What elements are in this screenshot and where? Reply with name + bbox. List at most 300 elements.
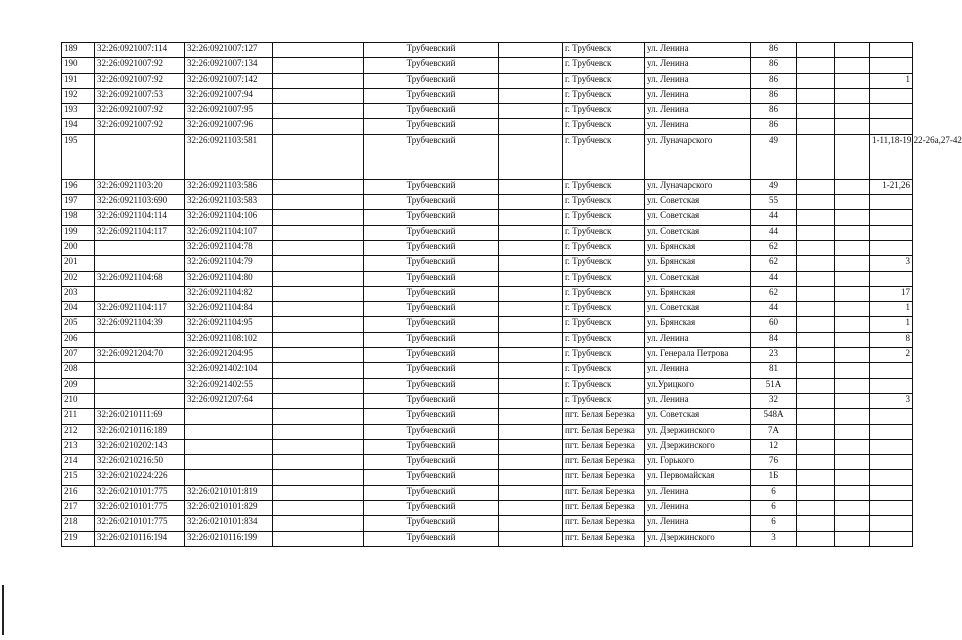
- house-cell: 1Б: [751, 470, 797, 485]
- cell-col4: [273, 424, 364, 439]
- street-cell: ул. Ленина: [645, 332, 751, 347]
- table-row: [62, 424, 913, 439]
- cell-col4: [273, 531, 364, 546]
- cadastral-number-land: 32:26:0921104:114: [95, 210, 185, 225]
- cell-col11: [835, 317, 870, 332]
- cadastral-number-object: 32:26:0921207:64: [185, 393, 273, 408]
- cell-col10: [797, 271, 835, 286]
- settlement-cell: пгт. Белая Березка: [563, 485, 645, 500]
- cell-col6: [499, 271, 563, 286]
- street-cell: ул.Урицкого: [645, 378, 751, 393]
- cell-col10: [797, 88, 835, 103]
- apartment-cell: [870, 455, 913, 470]
- cadastral-number-object: 32:26:0921402:104: [185, 363, 273, 378]
- table-row: [62, 134, 913, 179]
- house-cell: 49: [751, 179, 797, 194]
- cadastral-number-land: 32:26:0921007:92: [95, 58, 185, 73]
- cadastral-number-object: [185, 409, 273, 424]
- cell-col4: [273, 225, 364, 240]
- cell-col4: [273, 195, 364, 210]
- cell-col10: [797, 58, 835, 73]
- table-row: [62, 210, 913, 225]
- cadastral-number-land: 32:26:0921104:39: [95, 317, 185, 332]
- district-cell: Трубчевский: [364, 271, 499, 286]
- table-row: [62, 43, 913, 58]
- apartment-cell: [870, 58, 913, 73]
- district-cell: Трубчевский: [364, 455, 499, 470]
- cell-col6: [499, 332, 563, 347]
- row-number: 214: [62, 455, 95, 470]
- cadastral-number-object: 32:26:0921104:107: [185, 225, 273, 240]
- cell-col10: [797, 73, 835, 88]
- cell-col10: [797, 439, 835, 454]
- district-cell: Трубчевский: [364, 393, 499, 408]
- row-number: 206: [62, 332, 95, 347]
- cell-col10: [797, 210, 835, 225]
- settlement-cell: г. Трубчевск: [563, 73, 645, 88]
- table-row: [62, 119, 913, 134]
- cell-col4: [273, 363, 364, 378]
- cadastral-number-object: 32:26:0921103:586: [185, 179, 273, 194]
- cell-col6: [499, 58, 563, 73]
- street-cell: ул. Ленина: [645, 88, 751, 103]
- cell-col6: [499, 225, 563, 240]
- cell-col11: [835, 378, 870, 393]
- settlement-cell: г. Трубчевск: [563, 179, 645, 194]
- cell-col11: [835, 485, 870, 500]
- cell-col4: [273, 501, 364, 516]
- table-row: [62, 332, 913, 347]
- house-cell: 62: [751, 286, 797, 301]
- settlement-cell: г. Трубчевск: [563, 332, 645, 347]
- cadastral-number-object: 32:26:0921007:134: [185, 58, 273, 73]
- cadastral-number-object: [185, 424, 273, 439]
- cell-col11: [835, 240, 870, 255]
- cadastral-number-land: 32:26:0210101:775: [95, 485, 185, 500]
- district-cell: Трубчевский: [364, 348, 499, 363]
- house-cell: 44: [751, 302, 797, 317]
- cadastral-number-land: 32:26:0210216:50: [95, 455, 185, 470]
- row-number: 216: [62, 485, 95, 500]
- cell-col10: [797, 378, 835, 393]
- district-cell: Трубчевский: [364, 43, 499, 58]
- cell-col6: [499, 348, 563, 363]
- cadastral-number-object: 32:26:0921007:142: [185, 73, 273, 88]
- apartment-cell: [870, 104, 913, 119]
- table-row: [62, 73, 913, 88]
- cadastral-number-object: 32:26:0210101:829: [185, 501, 273, 516]
- district-cell: Трубчевский: [364, 240, 499, 255]
- cell-col4: [273, 317, 364, 332]
- table-row: [62, 485, 913, 500]
- row-number: 209: [62, 378, 95, 393]
- settlement-cell: г. Трубчевск: [563, 378, 645, 393]
- cadastral-number-land: 32:26:0921104:117: [95, 225, 185, 240]
- apartment-cell: [870, 470, 913, 485]
- street-cell: ул. Советская: [645, 210, 751, 225]
- row-number: 208: [62, 363, 95, 378]
- row-number: 190: [62, 58, 95, 73]
- apartment-cell: 1: [870, 317, 913, 332]
- cell-col6: [499, 455, 563, 470]
- table-row: [62, 240, 913, 255]
- district-cell: Трубчевский: [364, 195, 499, 210]
- street-cell: ул. Ленина: [645, 43, 751, 58]
- settlement-cell: г. Трубчевск: [563, 58, 645, 73]
- cadastral-number-land: 32:26:0921007:114: [95, 43, 185, 58]
- cell-col6: [499, 439, 563, 454]
- cell-col6: [499, 485, 563, 500]
- cell-col4: [273, 516, 364, 531]
- apartment-cell: 1: [870, 73, 913, 88]
- cell-col4: [273, 104, 364, 119]
- apartment-cell: [870, 485, 913, 500]
- district-cell: Трубчевский: [364, 134, 499, 179]
- row-number: 210: [62, 393, 95, 408]
- cell-col6: [499, 195, 563, 210]
- cell-col4: [273, 43, 364, 58]
- cadastral-number-object: 32:26:0921007:94: [185, 88, 273, 103]
- cell-col6: [499, 516, 563, 531]
- cell-col11: [835, 73, 870, 88]
- street-cell: ул. Ленина: [645, 73, 751, 88]
- district-cell: Трубчевский: [364, 363, 499, 378]
- table-row: [62, 348, 913, 363]
- district-cell: Трубчевский: [364, 485, 499, 500]
- district-cell: Трубчевский: [364, 378, 499, 393]
- street-cell: ул. Ленина: [645, 516, 751, 531]
- cell-col10: [797, 424, 835, 439]
- row-number: 218: [62, 516, 95, 531]
- house-cell: 51А: [751, 378, 797, 393]
- apartment-cell: [870, 119, 913, 134]
- settlement-cell: пгт. Белая Березка: [563, 531, 645, 546]
- cadastral-number-object: 32:26:0210101:834: [185, 516, 273, 531]
- district-cell: Трубчевский: [364, 119, 499, 134]
- row-number: 205: [62, 317, 95, 332]
- street-cell: ул. Первомайская: [645, 470, 751, 485]
- apartment-cell: [870, 501, 913, 516]
- row-number: 215: [62, 470, 95, 485]
- cell-col6: [499, 104, 563, 119]
- settlement-cell: г. Трубчевск: [563, 256, 645, 271]
- row-number: 207: [62, 348, 95, 363]
- table-row: [62, 501, 913, 516]
- cell-col11: [835, 393, 870, 408]
- table-row: [62, 58, 913, 73]
- cadastral-number-land: 32:26:0921007:92: [95, 73, 185, 88]
- settlement-cell: г. Трубчевск: [563, 286, 645, 301]
- cell-col4: [273, 302, 364, 317]
- row-number: 191: [62, 73, 95, 88]
- district-cell: Трубчевский: [364, 58, 499, 73]
- apartment-cell: [870, 531, 913, 546]
- house-cell: 3: [751, 531, 797, 546]
- street-cell: ул. Луначарского: [645, 179, 751, 194]
- apartment-cell: [870, 210, 913, 225]
- house-cell: 548А: [751, 409, 797, 424]
- house-cell: 86: [751, 73, 797, 88]
- settlement-cell: пгт. Белая Березка: [563, 501, 645, 516]
- street-cell: ул. Советская: [645, 409, 751, 424]
- row-number: 198: [62, 210, 95, 225]
- apartment-cell: 3: [870, 393, 913, 408]
- district-cell: Трубчевский: [364, 73, 499, 88]
- cell-col10: [797, 104, 835, 119]
- cell-col4: [273, 271, 364, 286]
- house-cell: 84: [751, 332, 797, 347]
- cell-col11: [835, 348, 870, 363]
- house-cell: 86: [751, 43, 797, 58]
- cell-col6: [499, 424, 563, 439]
- row-number: 211: [62, 409, 95, 424]
- cadastral-number-land: 32:26:0921104:117: [95, 302, 185, 317]
- district-cell: Трубчевский: [364, 210, 499, 225]
- house-cell: 62: [751, 240, 797, 255]
- street-cell: ул. Ленина: [645, 119, 751, 134]
- cell-col10: [797, 501, 835, 516]
- cell-col4: [273, 378, 364, 393]
- table-row: [62, 439, 913, 454]
- cadastral-number-land: 32:26:0210111:69: [95, 409, 185, 424]
- street-cell: ул. Дзержинского: [645, 531, 751, 546]
- apartment-cell: [870, 195, 913, 210]
- house-cell: 76: [751, 455, 797, 470]
- cadastral-number-object: 32:26:0921104:82: [185, 286, 273, 301]
- table-row: [62, 104, 913, 119]
- street-cell: ул. Генерала Петрова: [645, 348, 751, 363]
- district-cell: Трубчевский: [364, 317, 499, 332]
- district-cell: Трубчевский: [364, 516, 499, 531]
- settlement-cell: пгт. Белая Березка: [563, 516, 645, 531]
- cadastral-number-object: [185, 455, 273, 470]
- cell-col11: [835, 424, 870, 439]
- table-row: [62, 409, 913, 424]
- settlement-cell: г. Трубчевск: [563, 271, 645, 286]
- cell-col4: [273, 210, 364, 225]
- settlement-cell: г. Трубчевск: [563, 302, 645, 317]
- street-cell: ул. Брянская: [645, 286, 751, 301]
- house-cell: 55: [751, 195, 797, 210]
- cell-col10: [797, 409, 835, 424]
- settlement-cell: пгт. Белая Березка: [563, 424, 645, 439]
- house-cell: 32: [751, 393, 797, 408]
- row-number: 219: [62, 531, 95, 546]
- row-number: 217: [62, 501, 95, 516]
- cell-col10: [797, 470, 835, 485]
- settlement-cell: г. Трубчевск: [563, 348, 645, 363]
- cadastral-number-object: 32:26:0210116:199: [185, 531, 273, 546]
- row-number: 199: [62, 225, 95, 240]
- district-cell: Трубчевский: [364, 256, 499, 271]
- table-row: [62, 256, 913, 271]
- house-cell: 23: [751, 348, 797, 363]
- cell-col10: [797, 286, 835, 301]
- cell-col4: [273, 73, 364, 88]
- house-cell: 6: [751, 516, 797, 531]
- cell-col6: [499, 286, 563, 301]
- cell-col6: [499, 393, 563, 408]
- street-cell: ул. Луначарского: [645, 134, 751, 179]
- cell-col6: [499, 240, 563, 255]
- settlement-cell: г. Трубчевск: [563, 240, 645, 255]
- street-cell: ул. Ленина: [645, 363, 751, 378]
- cadastral-number-object: 32:26:0921104:80: [185, 271, 273, 286]
- district-cell: Трубчевский: [364, 439, 499, 454]
- table-row: [62, 195, 913, 210]
- table-row: [62, 363, 913, 378]
- cell-col6: [499, 134, 563, 179]
- cadastral-number-land: 32:26:0921007:53: [95, 88, 185, 103]
- cell-col10: [797, 179, 835, 194]
- table-row: [62, 88, 913, 103]
- house-cell: 44: [751, 225, 797, 240]
- cadastral-number-land: 32:26:0210116:194: [95, 531, 185, 546]
- row-number: 194: [62, 119, 95, 134]
- cell-col6: [499, 470, 563, 485]
- house-cell: 62: [751, 256, 797, 271]
- cadastral-number-land: 32:26:0921007:92: [95, 104, 185, 119]
- cell-col11: [835, 302, 870, 317]
- apartment-cell: [870, 240, 913, 255]
- district-cell: Трубчевский: [364, 88, 499, 103]
- cell-col11: [835, 516, 870, 531]
- cell-col4: [273, 88, 364, 103]
- cell-col10: [797, 302, 835, 317]
- row-number: 201: [62, 256, 95, 271]
- cell-col11: [835, 439, 870, 454]
- cell-col4: [273, 240, 364, 255]
- cadastral-number-object: 32:26:0921104:84: [185, 302, 273, 317]
- street-cell: ул. Ленина: [645, 104, 751, 119]
- cadastral-number-object: 32:26:0210101:819: [185, 485, 273, 500]
- cell-col10: [797, 455, 835, 470]
- cell-col4: [273, 485, 364, 500]
- cell-col11: [835, 363, 870, 378]
- settlement-cell: г. Трубчевск: [563, 134, 645, 179]
- cell-col6: [499, 409, 563, 424]
- cadastral-number-object: 32:26:0921104:95: [185, 317, 273, 332]
- cell-col6: [499, 501, 563, 516]
- district-cell: Трубчевский: [364, 501, 499, 516]
- cell-col11: [835, 43, 870, 58]
- street-cell: ул. Советская: [645, 225, 751, 240]
- cadastral-number-land: 32:26:0210101:775: [95, 516, 185, 531]
- cell-col10: [797, 195, 835, 210]
- street-cell: ул. Ленина: [645, 58, 751, 73]
- cell-col11: [835, 119, 870, 134]
- district-cell: Трубчевский: [364, 470, 499, 485]
- cadastral-number-object: 32:26:0921007:95: [185, 104, 273, 119]
- cadastral-number-object: 32:26:0921007:96: [185, 119, 273, 134]
- settlement-cell: пгт. Белая Березка: [563, 409, 645, 424]
- cell-col10: [797, 256, 835, 271]
- cadastral-number-object: 32:26:0921108:102: [185, 332, 273, 347]
- cell-col11: [835, 195, 870, 210]
- registry-table: [61, 42, 962, 547]
- district-cell: Трубчевский: [364, 424, 499, 439]
- district-cell: Трубчевский: [364, 302, 499, 317]
- street-cell: ул. Брянская: [645, 317, 751, 332]
- cell-col10: [797, 225, 835, 240]
- apartment-cell: [870, 409, 913, 424]
- house-cell: 86: [751, 104, 797, 119]
- apartment-cell: [870, 43, 913, 58]
- cell-col10: [797, 348, 835, 363]
- house-cell: 86: [751, 88, 797, 103]
- settlement-cell: г. Трубчевск: [563, 43, 645, 58]
- cell-col11: [835, 134, 870, 179]
- cell-col11: [835, 58, 870, 73]
- apartment-cell: 1-11,18-19,22-26а,27-42: [870, 134, 913, 179]
- settlement-cell: г. Трубчевск: [563, 363, 645, 378]
- cell-col10: [797, 43, 835, 58]
- district-cell: Трубчевский: [364, 531, 499, 546]
- settlement-cell: г. Трубчевск: [563, 195, 645, 210]
- cadastral-number-object: [185, 439, 273, 454]
- cell-col4: [273, 179, 364, 194]
- house-cell: 44: [751, 271, 797, 286]
- settlement-cell: пгт. Белая Березка: [563, 455, 645, 470]
- street-cell: ул. Дзержинского: [645, 424, 751, 439]
- table-row: [62, 378, 913, 393]
- house-cell: 86: [751, 58, 797, 73]
- cadastral-number-land: [95, 134, 185, 179]
- cell-col11: [835, 470, 870, 485]
- cadastral-number-land: [95, 256, 185, 271]
- cadastral-number-land: 32:26:0921103:20: [95, 179, 185, 194]
- table-row: [62, 225, 913, 240]
- margin-mark: [2, 585, 4, 635]
- cell-col4: [273, 134, 364, 179]
- row-number: 197: [62, 195, 95, 210]
- cell-col11: [835, 286, 870, 301]
- apartment-cell: [870, 88, 913, 103]
- house-cell: 60: [751, 317, 797, 332]
- cell-col6: [499, 179, 563, 194]
- cell-col4: [273, 119, 364, 134]
- house-cell: 44: [751, 210, 797, 225]
- apartment-cell: 2: [870, 348, 913, 363]
- street-cell: ул. Ленина: [645, 501, 751, 516]
- cadastral-number-land: 32:26:0921104:68: [95, 271, 185, 286]
- table-row: [62, 516, 913, 531]
- cadastral-number-land: 32:26:0921103:690: [95, 195, 185, 210]
- cell-col6: [499, 256, 563, 271]
- cadastral-number-object: 32:26:0921103:581: [185, 134, 273, 179]
- apartment-cell: [870, 378, 913, 393]
- row-number: 196: [62, 179, 95, 194]
- cadastral-number-land: [95, 378, 185, 393]
- cadastral-number-land: 32:26:0210202:143: [95, 439, 185, 454]
- cadastral-number-land: [95, 393, 185, 408]
- cell-col10: [797, 240, 835, 255]
- street-cell: ул. Брянская: [645, 240, 751, 255]
- street-cell: ул. Советская: [645, 195, 751, 210]
- apartment-cell: [870, 271, 913, 286]
- district-cell: Трубчевский: [364, 104, 499, 119]
- cadastral-number-land: [95, 332, 185, 347]
- house-cell: 86: [751, 119, 797, 134]
- cell-col4: [273, 455, 364, 470]
- cell-col11: [835, 271, 870, 286]
- cadastral-number-land: 32:26:0921007:92: [95, 119, 185, 134]
- cell-col10: [797, 317, 835, 332]
- table-row: [62, 286, 913, 301]
- cadastral-number-object: [185, 470, 273, 485]
- cell-col10: [797, 363, 835, 378]
- apartment-cell: [870, 363, 913, 378]
